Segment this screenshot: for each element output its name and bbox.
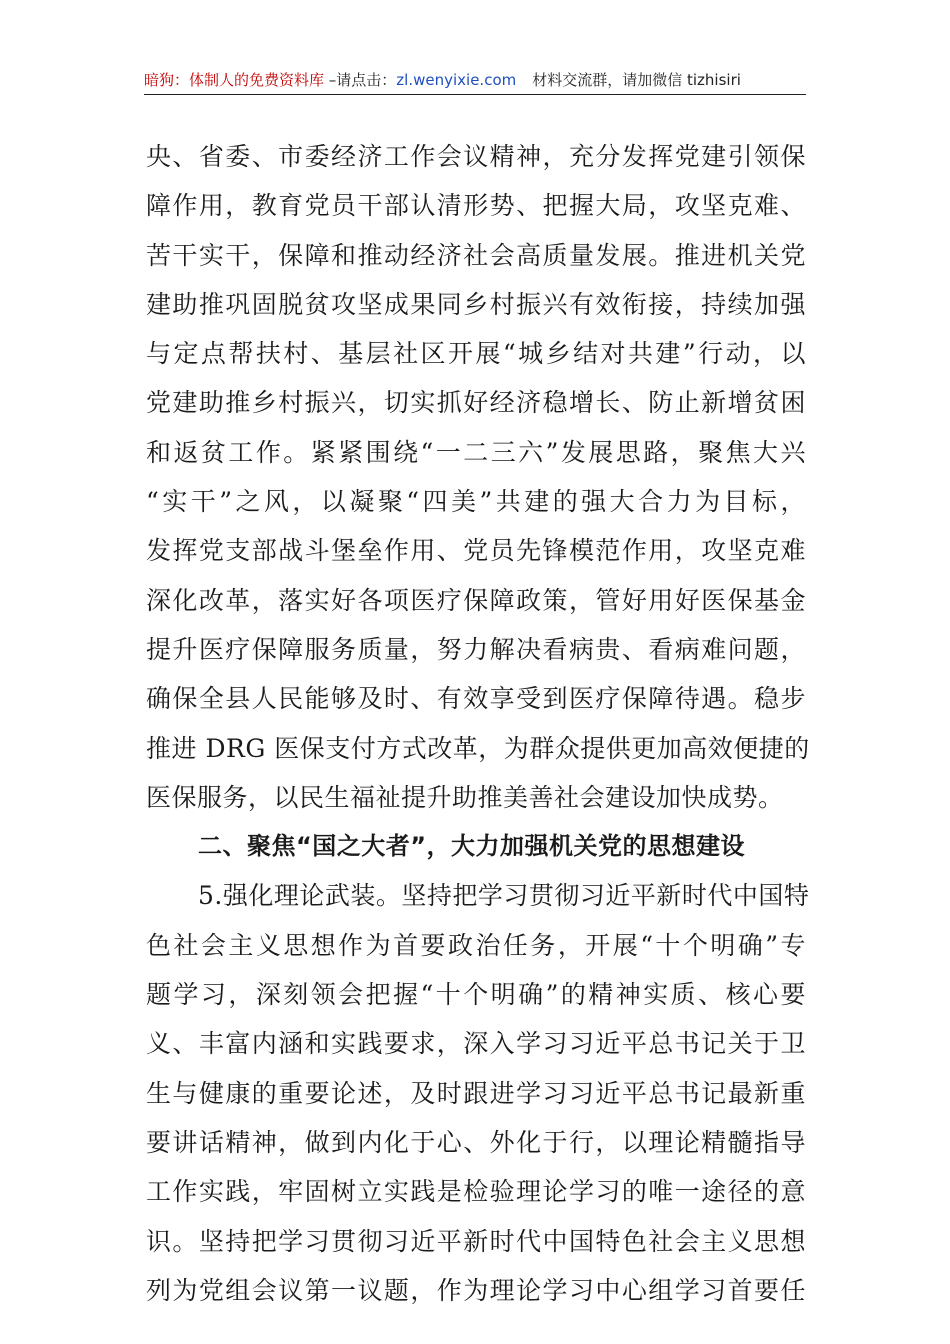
paragraph-line: 医保服务，以民生福祉提升助推美善社会建设加快成势。 <box>146 782 784 812</box>
header-link[interactable]: zl.wenyixie.com <box>396 71 517 89</box>
paragraph-line: 识。坚持把学习贯彻习近平新时代中国特色社会主义思想 <box>146 1226 806 1256</box>
paragraph-2 <box>146 871 810 1315</box>
paragraph-line: 5.强化理论武装。坚持把学习贯彻习近平新时代中国特 <box>198 881 810 911</box>
paragraph-line: 与定点帮扶村、基层社区开展“城乡结对共建”行动，以 <box>146 339 806 369</box>
document-header <box>144 66 806 95</box>
header-brand: 暗狗：体制人的免费资料库 <box>144 71 325 89</box>
paragraph-line: 提升医疗保障服务质量，努力解决看病贵、看病难问题， <box>146 634 806 664</box>
header-separator: –请点击： <box>324 71 397 89</box>
paragraph-line: 工作实践，牢固树立实践是检验理论学习的唯一途径的意 <box>146 1177 806 1207</box>
paragraph-line: 确保全县人民能够及时、有效享受到医疗保障待遇。稳步 <box>146 684 806 714</box>
paragraph-line: 义、丰富内涵和实践要求，深入学习习近平总书记关于卫 <box>146 1029 806 1059</box>
paragraph-line: 色社会主义思想作为首要政治任务，开展“十个明确”专 <box>146 930 806 960</box>
paragraph-line: 党建助推乡村振兴，切实抓好经济稳增长、防止新增贫困 <box>146 388 806 418</box>
paragraph-line: 推进 DRG 医保支付方式改革，为群众提供更加高效便捷的 <box>146 733 810 763</box>
paragraph-line: 发挥党支部战斗堡垒作用、党员先锋模范作用，攻坚克难 <box>146 536 806 566</box>
section-heading: 二、聚焦“国之大者”，大力加强机关党的思想建设 <box>198 832 746 861</box>
paragraph-1 <box>146 132 810 822</box>
paragraph-line: 障作用，教育党员干部认清形势、把握大局，攻坚克难、 <box>146 191 806 221</box>
paragraph-line: 生与健康的重要论述，及时跟进学习习近平总书记最新重 <box>146 1078 806 1108</box>
paragraph-line: 央、省委、市委经济工作会议精神，充分发挥党建引领保 <box>146 142 806 171</box>
document-body <box>146 132 810 1315</box>
paragraph-line: “实干”之风，以凝聚“四美”共建的强大合力为目标， <box>146 487 806 517</box>
paragraph-line: 苦干实干，保障和推动经济社会高质量发展。推进机关党 <box>146 240 806 270</box>
paragraph-line: 要讲话精神，做到内化于心、外化于行，以理论精髓指导 <box>146 1127 806 1157</box>
paragraph-line: 题学习，深刻领会把握“十个明确”的精神实质、核心要 <box>146 980 806 1010</box>
paragraph-line: 建助推巩固脱贫攻坚成果同乡村振兴有效衔接，持续加强 <box>146 289 806 319</box>
header-contact: 材料交流群，请加微信 tizhisiri <box>532 71 741 89</box>
paragraph-line: 列为党组会议第一议题，作为理论学习中心组学习首要任 <box>146 1275 806 1305</box>
paragraph-line: 深化改革，落实好各项医疗保障政策，管好用好医保基金 <box>146 585 806 615</box>
paragraph-line: 和返贫工作。紧紧围绕“一二三六”发展思路，聚焦大兴 <box>146 437 806 467</box>
